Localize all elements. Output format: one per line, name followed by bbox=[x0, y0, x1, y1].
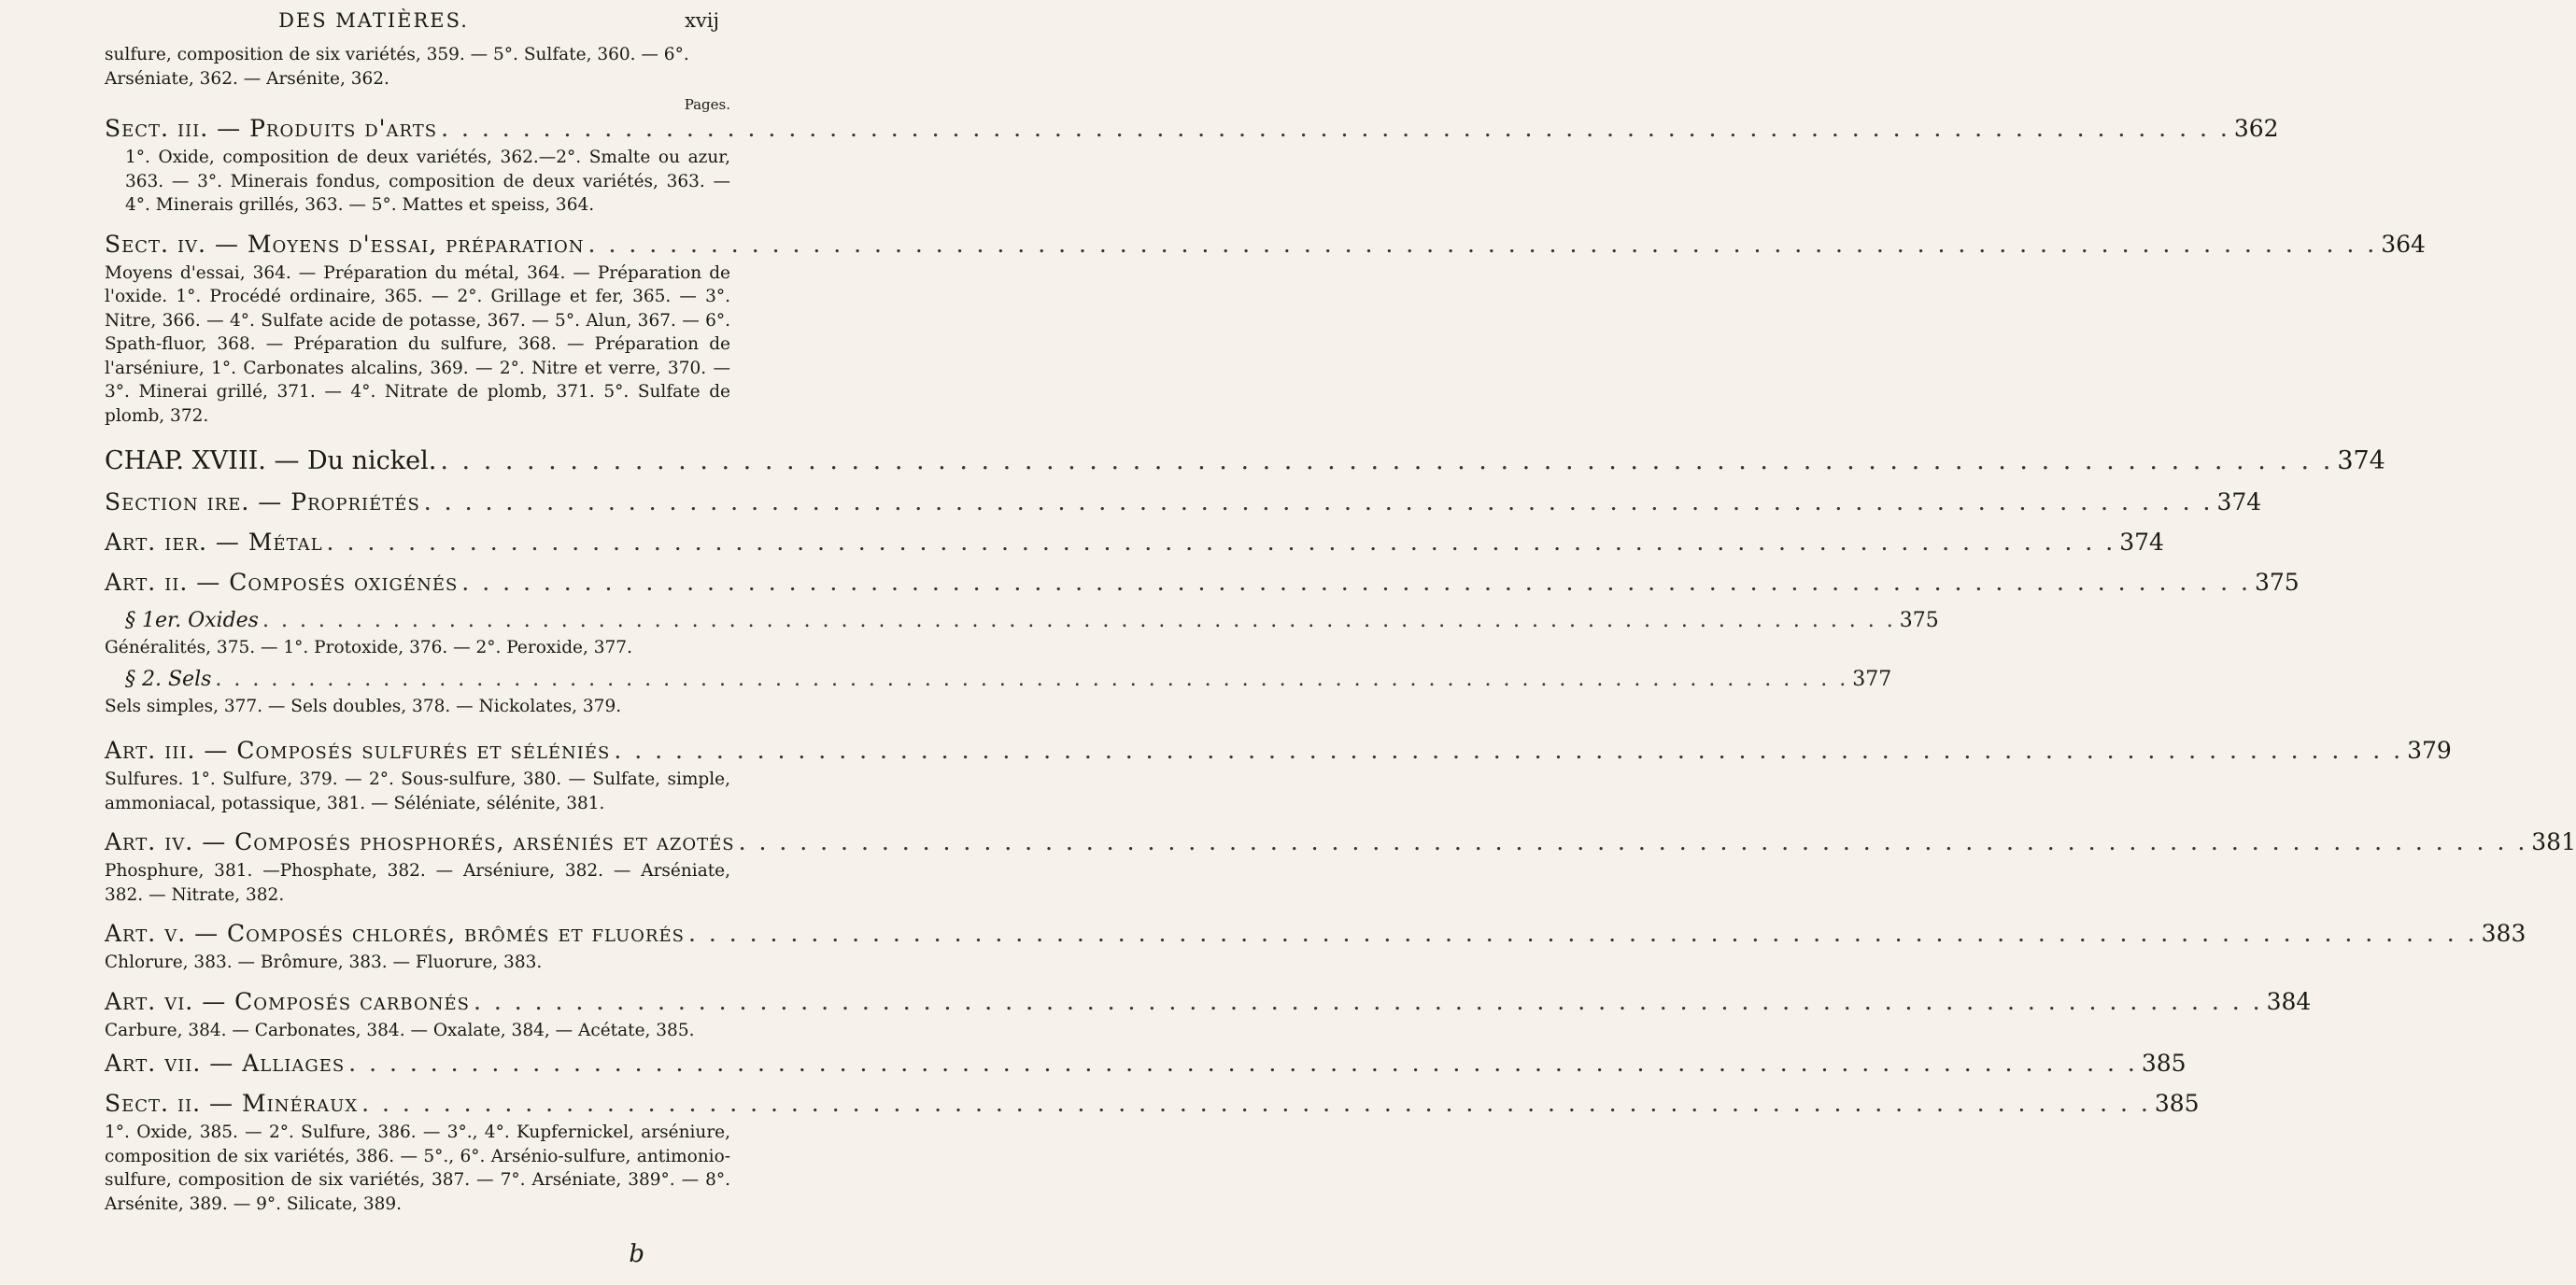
entry-page: 385 bbox=[2154, 1090, 2200, 1117]
table-of-contents bbox=[105, 43, 2576, 1216]
entry-page: 375 bbox=[1899, 609, 1939, 632]
toc-entry-art-5[interactable] bbox=[105, 920, 2526, 947]
toc-entry-art-3[interactable] bbox=[105, 737, 2452, 764]
toc-entry-sect-ii[interactable] bbox=[105, 1090, 2200, 1117]
leader-dots bbox=[345, 1050, 2142, 1077]
toc-entry-art-2[interactable] bbox=[105, 569, 2300, 596]
entry-detail: Phosphure, 381. —Phosphate, 382. — Arséniure, 382. — Arséniate, 382. — Nitrate, 382. bbox=[105, 861, 730, 905]
leader-dots bbox=[685, 920, 2482, 947]
leader-dots bbox=[211, 668, 1852, 691]
entry-page: 375 bbox=[2254, 569, 2300, 596]
header-title: DES MATIÈRES. bbox=[278, 9, 469, 32]
entry-label: Art. iv. — Composés phosphorés, arséniés et azotés bbox=[105, 828, 735, 855]
entry-page: 385 bbox=[2141, 1050, 2187, 1077]
entry-label: Art. vii. — Alliages bbox=[105, 1050, 346, 1077]
leader-dots bbox=[323, 529, 2120, 556]
entry-detail: Moyens d'essai, 364. — Préparation du métal, 364. — Préparation de l'oxide. 1°. Procédé ordinaire, 365. — 2°. Grillage et fer, 365. — 3°. Nitre, 366. — 4°. Sulfate acide de potasse, 367. — 5°. Alun, 367. — 6°. Spath-fluor, 368. — Préparation du sulfure, 368. — Préparation de l'arséniure, 1°. Carbonates alcalins, 369. — 2°. Nitre et verre, 370. — 3°. Minerai grillé, 371. — 4°. Nitrate de plomb, 371. 5°. Sulfate de plomb, 372. bbox=[105, 262, 730, 426]
toc-entry-sels[interactable] bbox=[105, 667, 1892, 691]
entry-page: 362 bbox=[2233, 115, 2279, 142]
entry-label: § 1er. Oxides bbox=[125, 609, 259, 632]
entry-label: Sect. ii. — Minéraux bbox=[105, 1090, 359, 1117]
entry-page: 381 bbox=[2531, 828, 2576, 855]
leader-dots bbox=[259, 609, 1900, 632]
toc-entry-sect-iv[interactable] bbox=[105, 230, 2426, 258]
entry-page: 383 bbox=[2481, 920, 2526, 947]
leader-dots bbox=[358, 1090, 2155, 1117]
entry-page: 374 bbox=[2337, 446, 2385, 475]
leader-dots bbox=[610, 737, 2407, 764]
entry-page: 374 bbox=[2119, 529, 2164, 556]
leader-dots bbox=[458, 569, 2255, 596]
entry-label: § 2. Sels bbox=[125, 667, 212, 691]
toc-entry-section-1[interactable] bbox=[105, 488, 2262, 515]
entry-label: Sect. iv. — Moyens d'essai, préparation bbox=[105, 230, 585, 258]
entry-page: 364 bbox=[2381, 230, 2426, 258]
leader-dots bbox=[420, 488, 2217, 515]
toc-entry-sect-iii[interactable] bbox=[105, 115, 2279, 142]
entry-label: CHAP. XVIII. — Du nickel. bbox=[105, 446, 437, 475]
entry-detail: Généralités, 375. — 1°. Protoxide, 376. — 2°. Peroxide, 377. bbox=[105, 638, 632, 657]
entry-label: Art. iii. — Composés sulfurés et séléniés bbox=[105, 737, 611, 764]
entry-label: Art. ier. — Métal bbox=[105, 529, 323, 556]
leader-dots bbox=[437, 115, 2234, 142]
entry-label: Art. ii. — Composés oxigénés bbox=[105, 569, 459, 596]
pages-label: Pages. bbox=[684, 96, 730, 113]
leader-dots bbox=[436, 446, 2337, 475]
toc-entry-chap-xviii[interactable] bbox=[105, 446, 2385, 475]
entry-detail: Sulfures. 1°. Sulfure, 379. — 2°. Sous-sulfure, 380. — Sulfate, simple, ammoniacal, potassique, 381. — Séléniate, sélénite, 381. bbox=[105, 770, 730, 813]
running-header bbox=[0, 6, 747, 37]
entry-page: 384 bbox=[2266, 987, 2312, 1015]
entry-page: 379 bbox=[2407, 737, 2452, 764]
entry-detail: 1°. Oxide, composition de deux variétés, 362.—2°. Smalte ou azur, 363. — 3°. Minerais fondus, composition de deux variétés, 363. — 4°. Minerais grillés, 363. — 5°. Mattes et speiss, 364. bbox=[125, 148, 730, 215]
signature-mark: b bbox=[629, 1240, 644, 1268]
leader-dots bbox=[585, 231, 2382, 258]
toc-entry-art-6[interactable] bbox=[105, 987, 2312, 1015]
intro-line-1: sulfure, composition de six variétés, 359. — 5°. Sulfate, 360. — 6°. bbox=[105, 45, 689, 64]
page-folio: xvij bbox=[685, 9, 719, 32]
entry-label: Art. vi. — Composés carbonés bbox=[105, 987, 470, 1015]
toc-entry-art-4[interactable] bbox=[105, 828, 2576, 855]
entry-detail: Carbure, 384. — Carbonates, 384. — Oxalate, 384, — Acétate, 385. bbox=[105, 1020, 695, 1040]
intro-line-2: Arséniate, 362. — Arsénite, 362. bbox=[105, 68, 389, 89]
leader-dots bbox=[735, 828, 2532, 855]
leader-dots bbox=[470, 988, 2267, 1015]
entry-label: Section ire. — Propriétés bbox=[105, 488, 420, 515]
toc-entry-art-7[interactable] bbox=[105, 1050, 2187, 1077]
entry-detail: 1°. Oxide, 385. — 2°. Sulfure, 386. — 3°., 4°. Kupfernickel, arséniure, composition de six variétés, 386. — 5°., 6°. Arsénio-sulfure, antimonio-sulfure, composition de six variétés, 387. — 7°. Arséniate, 389°. — 8°. Arsénite, 389. — 9°. Silicate, 389. bbox=[105, 1123, 730, 1214]
entry-page: 374 bbox=[2216, 488, 2262, 515]
entry-label: Sect. iii. — Produits d'arts bbox=[105, 115, 438, 142]
toc-entry-art-1[interactable] bbox=[105, 529, 2164, 556]
entry-detail: Sels simples, 377. — Sels doubles, 378. — Nickolates, 379. bbox=[105, 696, 622, 716]
entry-detail: Chlorure, 383. — Brômure, 383. — Fluorure, 383. bbox=[105, 953, 543, 972]
toc-entry-oxides[interactable] bbox=[105, 609, 1939, 632]
entry-page: 377 bbox=[1852, 667, 1892, 691]
entry-label: Art. v. — Composés chlorés, brômés et fluorés bbox=[105, 920, 685, 947]
